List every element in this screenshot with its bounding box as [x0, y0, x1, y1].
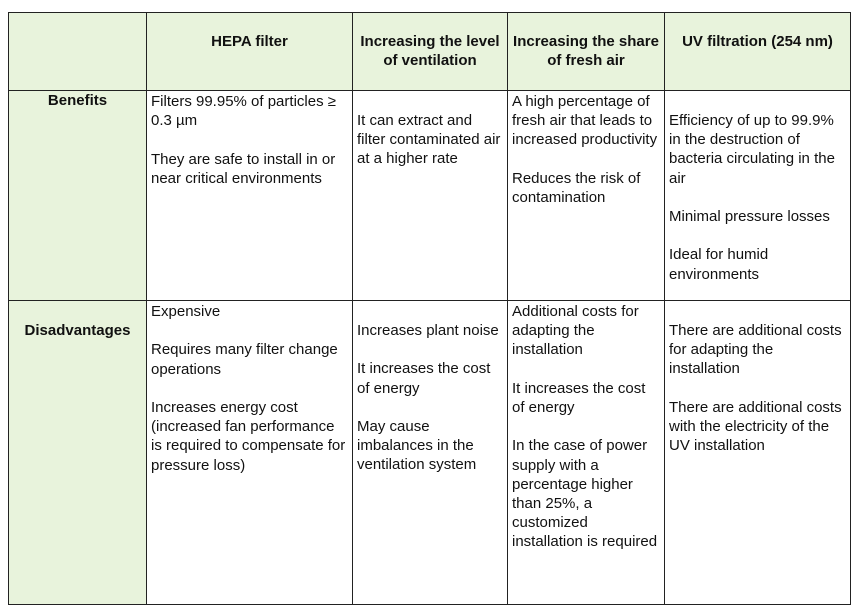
- cell-paragraph: May cause imbalances in the ventilation system: [357, 417, 477, 474]
- cell-disadvantages-fresh-air: [508, 301, 665, 605]
- cell-benefits-uv: [665, 91, 851, 301]
- cell-paragraph: Additional costs for adapting the installation: [512, 303, 639, 359]
- cell-paragraph: Reduces the risk of contamination: [512, 169, 641, 206]
- cell-paragraph: Ideal for humid environments: [669, 246, 769, 283]
- cell-disadvantages-ventilation: [353, 301, 508, 605]
- cell-benefits-fresh-air: [508, 91, 665, 301]
- cell-paragraph: Increases plant noise: [357, 322, 499, 339]
- row-label-disadvantages: Disadvantages: [9, 301, 147, 605]
- header-ventilation-level: Increasing the level of ventilation: [353, 13, 508, 91]
- cell-paragraph: There are additional costs for adapting the installation: [669, 322, 842, 378]
- header-fresh-air-share: Increasing the share of fresh air: [508, 13, 665, 91]
- row-label-benefits: Benefits: [9, 91, 147, 301]
- cell-benefits-ventilation: [353, 91, 508, 301]
- cell-paragraph: Increases energy cost (increased fan performance is required to compensate for pressure loss): [151, 398, 346, 474]
- cell-paragraph: There are additional costs with the electricity of the UV installation: [669, 398, 842, 455]
- disadvantages-row: [9, 301, 851, 605]
- cell-paragraph: Filters 99.95% of particles ≥ 0.3 µm: [151, 93, 336, 130]
- header-empty-cell: [9, 13, 147, 91]
- cell-disadvantages-uv: [665, 301, 851, 605]
- cell-paragraph: A high percentage of fresh air that leads to increased productivity: [512, 93, 658, 149]
- cell-paragraph: Efficiency of up to 99.9% in the destruction of bacteria circulating in the air: [669, 112, 835, 187]
- cell-paragraph: Minimal pressure losses: [669, 208, 830, 225]
- benefits-row: [9, 91, 851, 301]
- cell-paragraph: It increases the cost of energy: [512, 379, 646, 416]
- cell-benefits-hepa: [147, 91, 353, 301]
- cell-paragraph: Expensive: [151, 303, 221, 320]
- cell-paragraph: In the case of power supply with a percentage higher than 25%, a customized installation is required: [512, 437, 658, 551]
- cell-paragraph: Requires many filter change operations: [151, 341, 338, 378]
- comparison-table: [8, 12, 851, 605]
- header-hepa-filter: HEPA filter: [147, 13, 353, 91]
- cell-paragraph: They are safe to install in or near critical environments: [151, 150, 336, 187]
- cell-disadvantages-hepa: [147, 301, 353, 605]
- header-uv-filtration: UV filtration (254 nm): [665, 13, 851, 91]
- cell-paragraph: It increases the cost of energy: [357, 360, 491, 397]
- cell-paragraph: It can extract and filter contaminated air at a higher rate: [357, 112, 501, 168]
- header-row: [9, 13, 851, 91]
